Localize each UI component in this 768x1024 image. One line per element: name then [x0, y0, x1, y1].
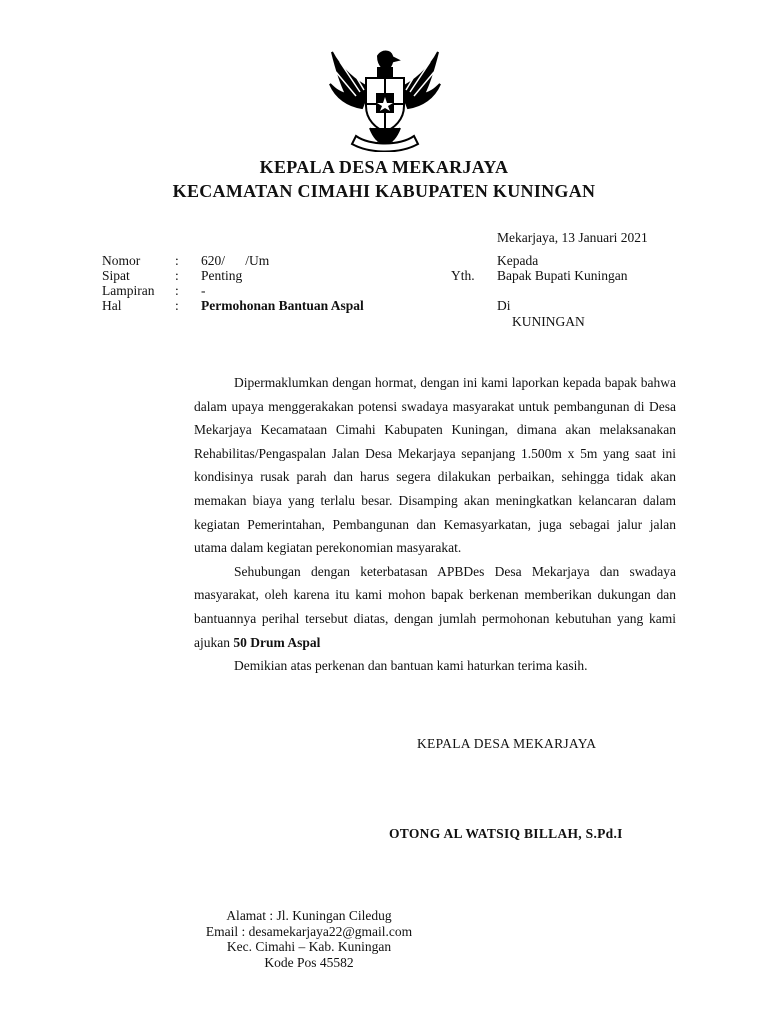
header-title-line1: KEPALA DESA MEKARJAYA — [259, 157, 509, 177]
body-paragraph-2-amount: 50 Drum Aspal — [233, 634, 321, 650]
meta-value-nomor: 620/ /Um — [201, 253, 270, 268]
signature-name: OTONG AL WATSIQ BILLAH, S.Pd.I — [389, 826, 623, 841]
meta-colon: : — [175, 268, 179, 283]
footer-address-block — [0, 908, 768, 970]
meta-colon: : — [175, 283, 179, 298]
signature-title: KEPALA DESA MEKARJAYA — [417, 736, 597, 751]
recipient-yth: Yth. — [451, 268, 475, 283]
garuda-emblem-icon — [326, 48, 444, 152]
meta-colon: : — [175, 298, 179, 313]
meta-label-lampiran: Lampiran — [102, 283, 155, 298]
body-paragraph-1: Dipermaklumkan dengan hormat, dengan ini kami laporkan kepada bapak bahwa dalam upaya menggerakakan potensi swadaya masyarakat untuk pembangunan di Desa Mekarjaya Kecamataan Cimahi Kabupaten Kuningan, dimana akan melaksanakan Rehabilitas/Pengaspalan Jalan Desa Mekarjaya sepanjang 1.500m x 5m yang saat ini kondisinya rusak parah dan harus segera dilakukan perbaikan, sehingga tidak akan memakan biaya yang terlalu besar. Disamping akan meningkatkan kelancaran dalam kegiatan Pemerintahan, Pembangunan dan Kemasyarkatan, juga sebagai jalur jalan utama dalam kegiatan perekonomian masyarakat. — [194, 375, 676, 556]
recipient-di: Di — [497, 298, 511, 313]
recipient-place: KUNINGAN — [512, 314, 585, 329]
meta-value-lampiran: - — [201, 283, 206, 298]
place-date: Mekarjaya, 13 Januari 2021 — [497, 230, 648, 245]
footer-address: Alamat : Jl. Kuningan Ciledug — [226, 908, 392, 923]
body-paragraph-2-text: Sehubungan dengan keterbatasan APBDes Desa Mekarjaya dan swadaya masyarakat, oleh karena itu kami mohon bapak berkenan memberikan dukungan dan bantuannya perihal tersebut diatas, dengan jumlah permohonan kebutuhan yang kami ajukan — [194, 563, 676, 650]
footer-district: Kec. Cimahi – Kab. Kuningan — [226, 939, 392, 954]
header-title-line2: KECAMATAN CIMAHI KABUPATEN KUNINGAN — [172, 181, 596, 201]
recipient-name: Bapak Bupati Kuningan — [497, 268, 628, 283]
body-paragraph-2 — [194, 560, 676, 654]
meta-value-hal: Permohonan Bantuan Aspal — [201, 298, 364, 313]
footer-postal: Kode Pos 45582 — [264, 954, 354, 970]
meta-colon: : — [175, 253, 179, 268]
letter-body — [194, 371, 676, 678]
meta-value-sipat: Penting — [201, 268, 243, 283]
meta-label-hal: Hal — [102, 298, 122, 313]
meta-label-sipat: Sipat — [102, 268, 130, 283]
meta-label-nomor: Nomor — [102, 253, 141, 268]
footer-email: Email : desamekarjaya22@gmail.com — [205, 923, 413, 939]
recipient-kepada: Kepada — [497, 253, 539, 268]
body-paragraph-3: Demikian atas perkenan dan bantuan kami haturkan terima kasih. — [234, 658, 588, 674]
